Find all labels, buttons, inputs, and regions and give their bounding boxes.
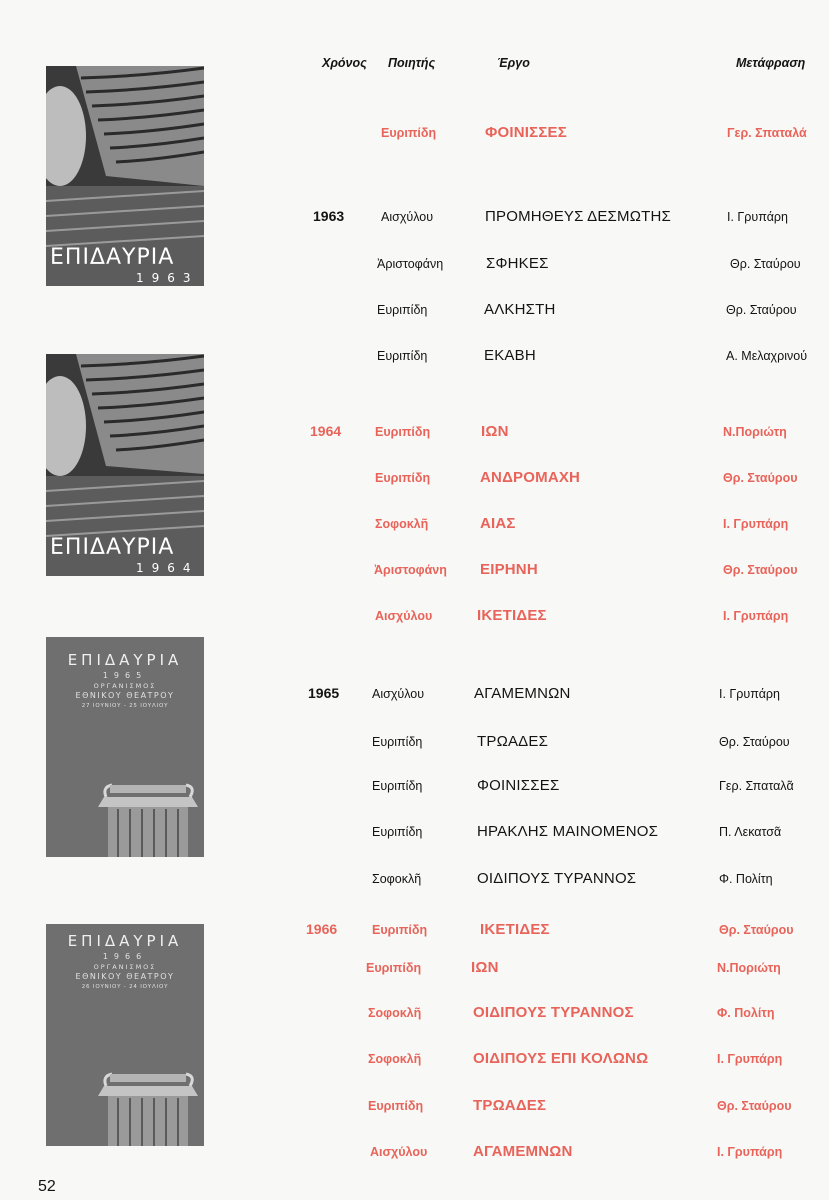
svg-text:ΕΠΙΔΑΥΡΙΑ: ΕΠΙΔΑΥΡΙΑ	[67, 932, 183, 950]
capital-photo-1966	[46, 924, 204, 1146]
row-translator: Θρ. Σταύρου	[723, 563, 798, 577]
row-year: 1965	[308, 685, 340, 701]
row-translator: Φ. Πολίτη	[717, 1006, 775, 1020]
row-translator: Ι. Γρυπάρη	[717, 1052, 783, 1066]
row-poet: Ευριπίδη	[375, 471, 431, 485]
row-translator: Θρ. Σταύρου	[719, 923, 794, 937]
row-translator: Ν.Ποριώτη	[723, 425, 787, 439]
row-poet: Σοφοκλῆ	[375, 517, 429, 531]
header-work: Έργο	[497, 56, 530, 70]
row-poet: Σοφοκλῆ	[368, 1006, 422, 1020]
row-title: ΟΙΔΙΠΟΥΣ ΕΠΙ ΚΟΛΩΝΩ	[473, 1050, 649, 1067]
row-title: ΙΚΕΤΙΔΕΣ	[480, 921, 550, 938]
row-title: ΟΙΔΙΠΟΥΣ ΤΥΡΑΝΝΟΣ	[477, 870, 637, 887]
row-poet: Αισχύλου	[372, 687, 425, 701]
svg-text:27 ΙΟΥΝΙΟΥ - 25 ΙΟΥΛΙΟΥ: 27 ΙΟΥΝΙΟΥ - 25 ΙΟΥΛΙΟΥ	[81, 703, 169, 709]
row-translator: Θρ. Σταύρου	[726, 303, 797, 317]
row-title: ΤΡΩΑΔΕΣ	[473, 1097, 547, 1114]
row-year: 1963	[313, 208, 345, 224]
theatre-photo-1964	[46, 354, 204, 576]
row-title: ΑΛΚΗΣΤΗ	[484, 301, 556, 318]
row-title: ΦΟΙΝΙΣΣΕΣ	[485, 124, 567, 141]
row-title: ΙΩΝ	[481, 423, 509, 440]
row-poet: Ἀριστοφάνη	[374, 563, 447, 577]
row-poet: Ευριπίδη	[372, 735, 423, 749]
poster-1966	[46, 924, 204, 1146]
header-poet: Ποιητής	[388, 56, 436, 70]
svg-text:ΕΠΙΔΑΥΡΙΑ: ΕΠΙΔΑΥΡΙΑ	[50, 535, 175, 560]
row-poet: Ευριπίδη	[377, 349, 428, 363]
svg-text:1963: 1963	[136, 271, 199, 285]
row-title: ΣΦΗΚΕΣ	[486, 255, 549, 272]
row-poet: Ευριπίδη	[375, 425, 431, 439]
svg-text:ΕΠΙΔΑΥΡΙΑ: ΕΠΙΔΑΥΡΙΑ	[67, 651, 183, 669]
row-translator: Γερ. Σπαταλά	[727, 126, 807, 140]
row-translator: Ι. Γρυπάρη	[719, 687, 780, 701]
row-poet: Ευριπίδη	[372, 779, 423, 793]
row-translator: Ι. Γρυπάρη	[727, 210, 788, 224]
row-poet: Αισχύλου	[370, 1145, 428, 1159]
poster-1965	[46, 637, 204, 857]
row-translator: Ι. Γρυπάρη	[723, 517, 789, 531]
svg-text:ΕΘΝΙΚΟΥ ΘΕΑΤΡΟΥ: ΕΘΝΙΚΟΥ ΘΕΑΤΡΟΥ	[75, 691, 175, 700]
row-title: ΠΡΟΜΗΘΕΥΣ ΔΕΣΜΩΤΗΣ	[485, 208, 671, 225]
row-poet: Ευριπίδη	[366, 961, 422, 975]
row-translator: Φ. Πολίτη	[719, 872, 773, 886]
row-year: 1966	[306, 921, 338, 937]
row-poet: Αισχύλου	[375, 609, 433, 623]
page-number: 52	[38, 1178, 56, 1195]
header-year: Χρόνος	[322, 56, 367, 70]
capital-photo-1965	[46, 637, 204, 857]
row-poet: Ευριπίδη	[372, 923, 428, 937]
row-translator: Α. Μελαχρινού	[726, 349, 808, 363]
row-translator: Θρ. Σταύρου	[730, 257, 801, 271]
svg-text:26 ΙΟΥΝΙΟΥ - 24 ΙΟΥΛΙΟΥ: 26 ΙΟΥΝΙΟΥ - 24 ΙΟΥΛΙΟΥ	[81, 984, 169, 990]
row-year: 1964	[310, 423, 342, 439]
row-poet: Ευριπίδη	[381, 126, 437, 140]
row-title: ΕΙΡΗΝΗ	[480, 561, 538, 578]
row-poet: Ευριπίδη	[377, 303, 428, 317]
row-title: ΤΡΩΑΔΕΣ	[477, 733, 549, 750]
row-poet: Ευριπίδη	[368, 1099, 424, 1113]
svg-text:ΕΘΝΙΚΟΥ ΘΕΑΤΡΟΥ: ΕΘΝΙΚΟΥ ΘΕΑΤΡΟΥ	[75, 972, 175, 981]
row-translator: Θρ. Σταύρου	[719, 735, 790, 749]
row-poet: Αισχύλου	[381, 210, 434, 224]
row-title: ΙΚΕΤΙΔΕΣ	[477, 607, 547, 624]
row-translator: Π. Λεκατσᾶ	[719, 825, 782, 839]
svg-text:ΟΡΓΑΝΙΣΜΟΣ: ΟΡΓΑΝΙΣΜΟΣ	[93, 682, 157, 690]
row-title: ΑΝΔΡΟΜΑΧΗ	[480, 469, 581, 486]
row-translator: Ι. Γρυπάρη	[723, 609, 789, 623]
row-translator: Ν.Ποριώτη	[717, 961, 781, 975]
row-title: ΕΚΑΒΗ	[484, 347, 536, 364]
row-poet: Ἀριστοφάνη	[377, 257, 444, 271]
row-title: ΗΡΑΚΛΗΣ ΜΑΙΝΟΜΕΝΟΣ	[477, 823, 659, 840]
row-title: ΑΓΑΜΕΜΝΩΝ	[474, 685, 571, 702]
poster-1963	[46, 66, 204, 286]
row-title: ΑΙΑΣ	[480, 515, 516, 532]
row-title: ΦΟΙΝΙΣΣΕΣ	[477, 777, 560, 794]
row-poet: Ευριπίδη	[372, 825, 423, 839]
svg-text:ΕΠΙΔΑΥΡΙΑ: ΕΠΙΔΑΥΡΙΑ	[50, 245, 175, 270]
svg-text:1965: 1965	[102, 671, 148, 680]
row-translator: Θρ. Σταύρου	[723, 471, 798, 485]
row-title: ΑΓΑΜΕΜΝΩΝ	[473, 1143, 573, 1160]
row-translator: Γερ. Σπαταλᾶ	[719, 779, 794, 793]
svg-text:ΟΡΓΑΝΙΣΜΟΣ: ΟΡΓΑΝΙΣΜΟΣ	[93, 963, 157, 971]
row-title: ΙΩΝ	[471, 959, 499, 976]
row-translator: Θρ. Σταύρου	[717, 1099, 792, 1113]
header-translation: Μετάφραση	[736, 56, 806, 70]
row-title: ΟΙΔΙΠΟΥΣ ΤΥΡΑΝΝΟΣ	[473, 1004, 634, 1021]
svg-text:1964: 1964	[136, 561, 199, 575]
row-translator: Ι. Γρυπάρη	[717, 1145, 783, 1159]
theatre-photo-1963	[46, 66, 204, 286]
poster-1964	[46, 354, 204, 576]
row-poet: Σοφοκλῆ	[372, 872, 422, 886]
row-poet: Σοφοκλῆ	[368, 1052, 422, 1066]
svg-text:1966: 1966	[102, 952, 148, 961]
